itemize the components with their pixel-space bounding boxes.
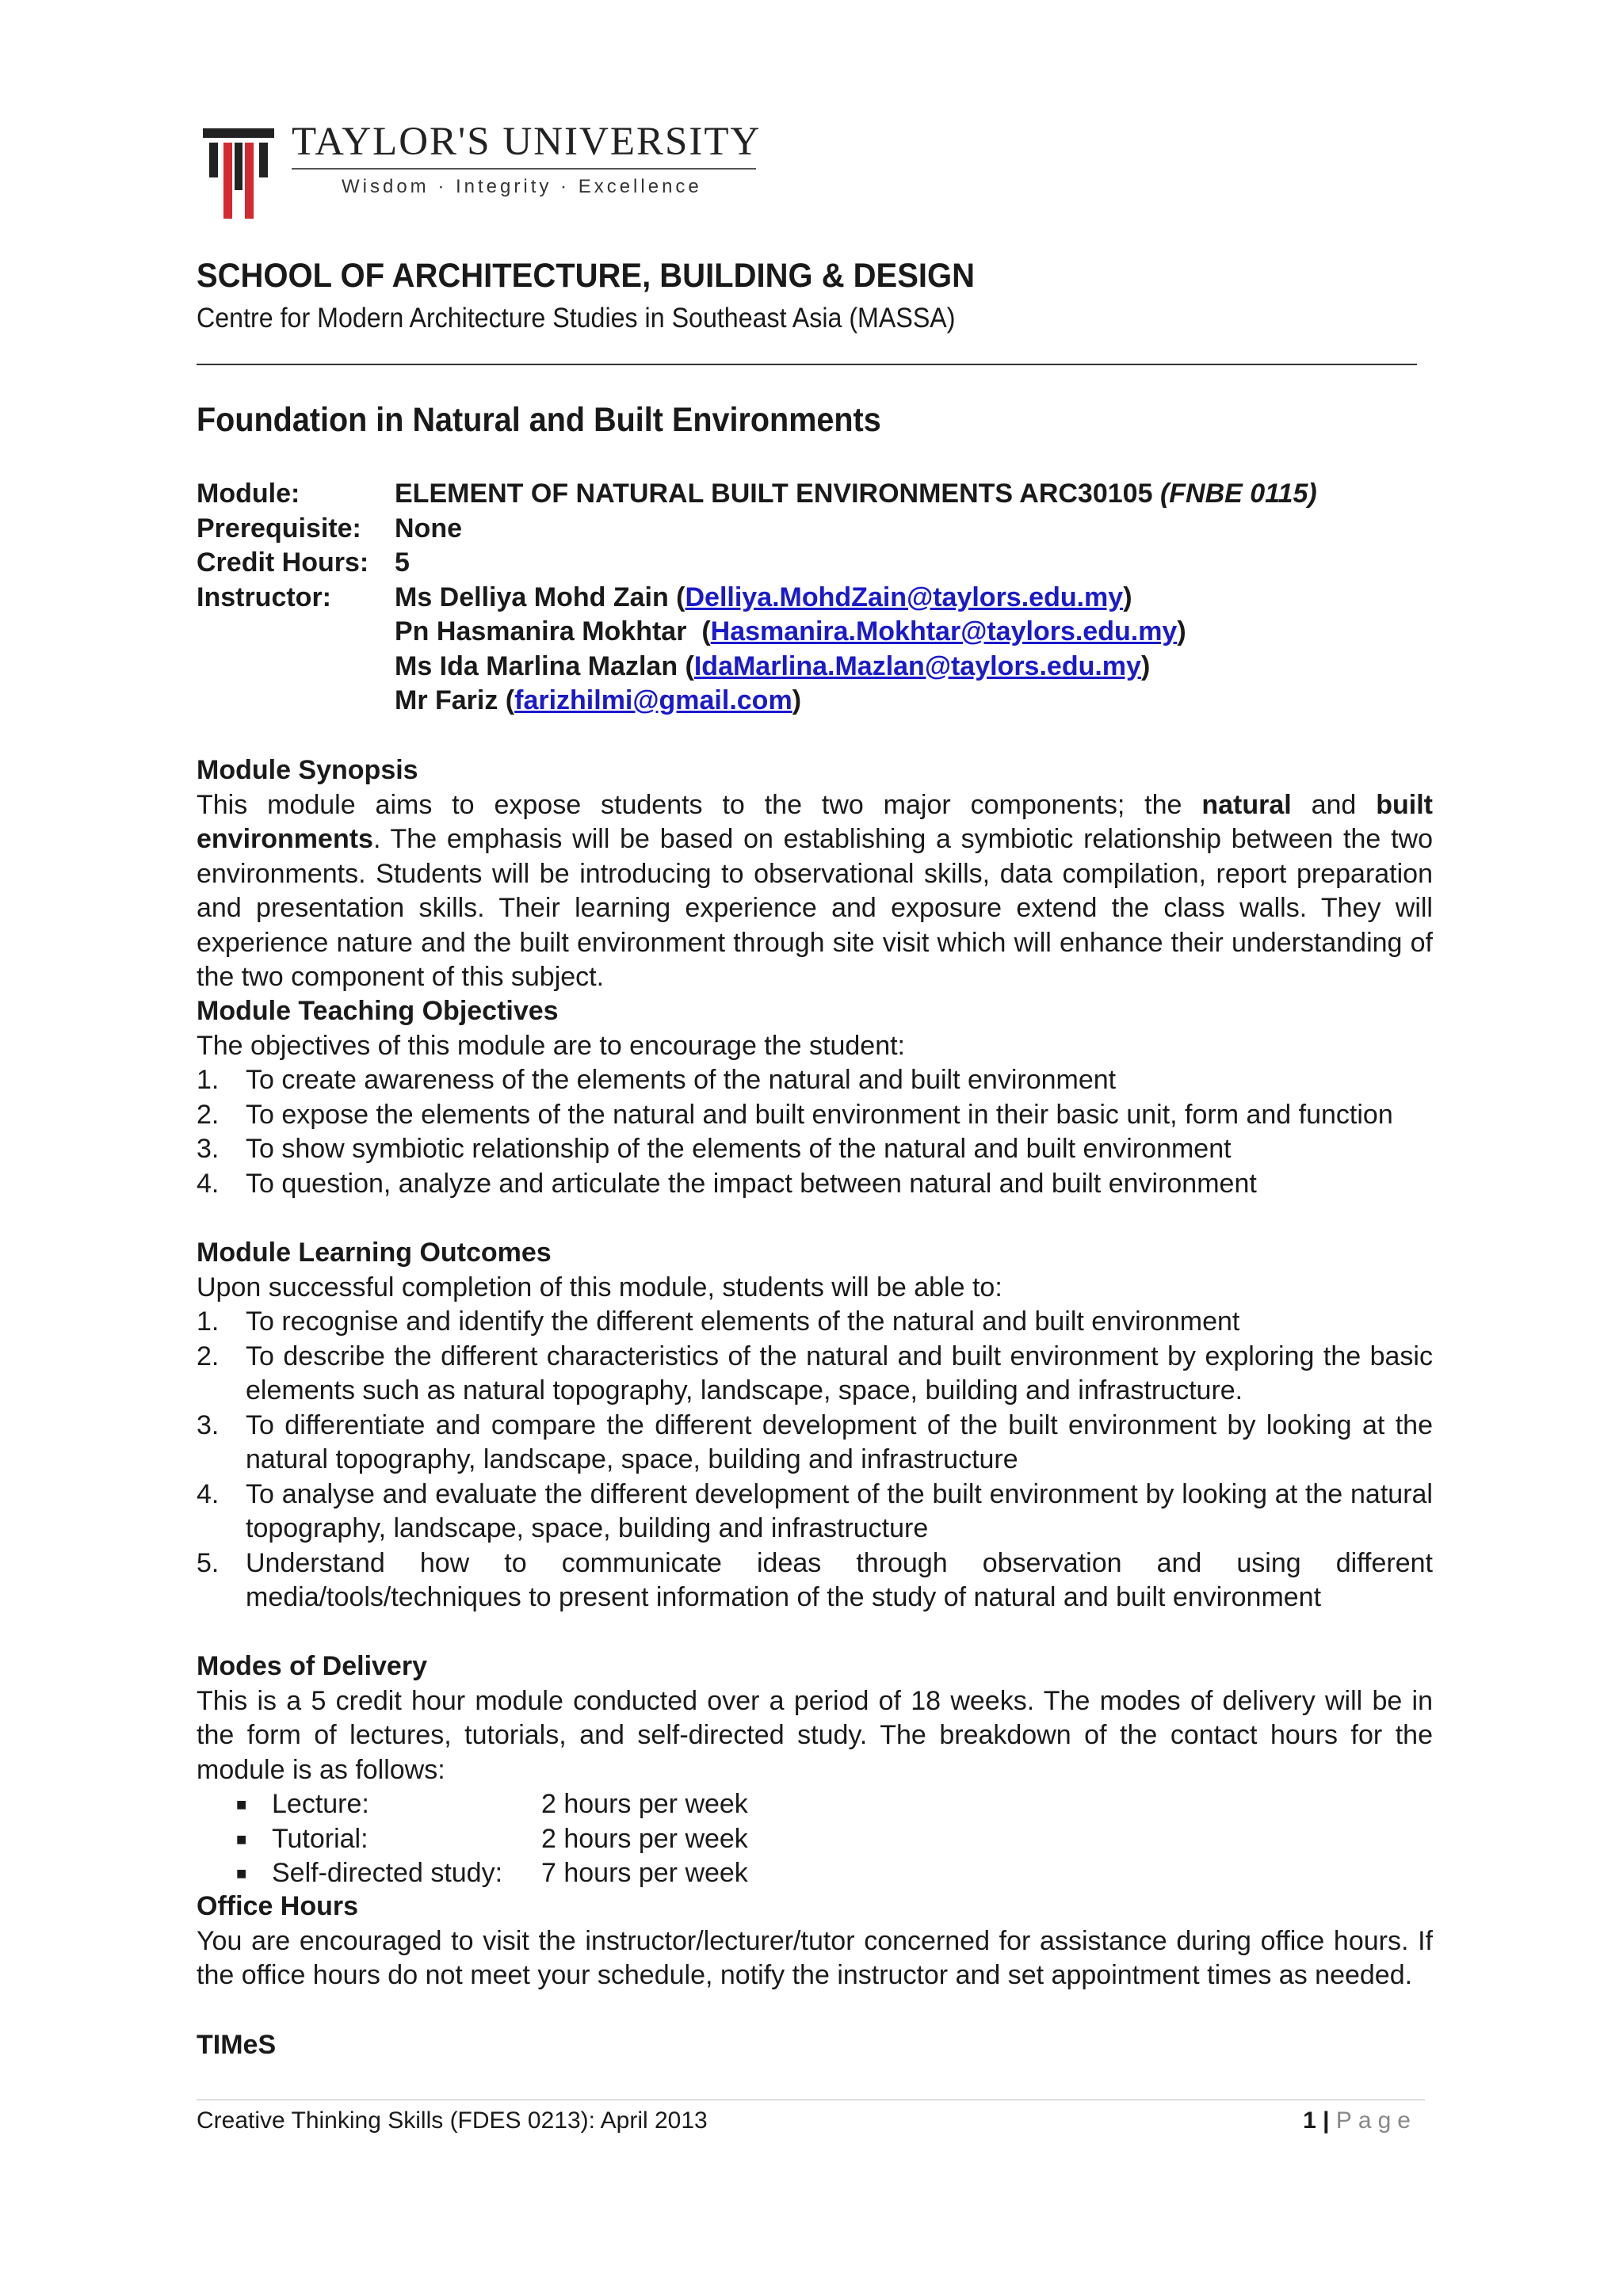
delivery-list [197, 1787, 1433, 1891]
list-item [197, 1787, 1433, 1822]
bullet-square-icon: ■ [236, 1794, 247, 1814]
credit-value: 5 [395, 547, 410, 578]
delivery-label: Tutorial: [272, 1823, 369, 1854]
list-item [197, 1822, 1433, 1857]
item-text: Understand how to communicate ideas through observation and using different media/tools/techniques to present information of the study of natural and built environment [246, 1547, 1433, 1612]
school-name: SCHOOL OF ARCHITECTURE, BUILDING & DESIGN [197, 257, 976, 295]
list-item [197, 1409, 1433, 1478]
synopsis-part: . The emphasis will be based on establishing a symbiotic relationship between the two environments. Students will be introducing to observational skills, data compilation, report preparation and presentation skills. Their learning experience and exposure extend the class walls. They will experience nature and the built environment through site visit which will enhance their understanding of the two component of this subject. [197, 824, 1433, 992]
office-hours-heading: Office Hours [197, 1891, 359, 1921]
outcomes-list [197, 1305, 1433, 1615]
item-number: 2. [197, 1099, 220, 1130]
objectives-heading: Module Teaching Objectives [197, 996, 559, 1026]
list-item [197, 1305, 1433, 1340]
bullet-square-icon: ■ [236, 1829, 247, 1849]
item-text: To differentiate and compare the different development of the built environment by looking at the natural topography, landscape, space, building and infrastructure [246, 1409, 1433, 1474]
instructor-label: Instructor: [197, 582, 331, 612]
instructor-row [197, 615, 1433, 650]
instructor-entry [395, 615, 1186, 650]
instructor-entry [395, 581, 1132, 616]
module-label: Module: [197, 479, 300, 509]
prerequisite-value: None [395, 513, 462, 543]
item-number: 5. [197, 1547, 220, 1578]
list-item [197, 1167, 1433, 1202]
item-number: 3. [197, 1409, 220, 1440]
item-text: To create awareness of the elements of the natural and built environment [246, 1065, 1117, 1095]
list-item [197, 1098, 1433, 1133]
instructor-close: ) [1140, 650, 1151, 681]
item-text: To expose the elements of the natural and built environment in their basic unit, form and function [246, 1099, 1393, 1130]
page-number: 1 [1303, 2107, 1316, 2134]
university-logo [203, 119, 766, 222]
instructor-close: ) [1177, 616, 1186, 646]
module-code: (FNBE 0115) [1159, 479, 1317, 509]
page-word: Page [1335, 2107, 1417, 2134]
instructor-email-link[interactable]: farizhilmi@gmail.com [514, 685, 792, 715]
instructor-name: Mr Fariz ( [395, 685, 515, 715]
list-item [197, 1063, 1433, 1098]
list-item [197, 1478, 1433, 1547]
outcomes-heading: Module Learning Outcomes [197, 1238, 552, 1268]
module-info [197, 477, 1433, 719]
delivery-label: Lecture: [272, 1789, 369, 1819]
item-text: To recognise and identify the different elements of the natural and built environment [246, 1306, 1240, 1337]
page-separator: | [1316, 2107, 1336, 2134]
instructor-email-link[interactable]: IdaMarlina.Mazlan@taylors.edu.my [693, 650, 1141, 681]
delivery-value: 2 hours per week [541, 1789, 748, 1819]
programme-title: Foundation in Natural and Built Environments [197, 401, 881, 439]
module-name: ELEMENT OF NATURAL BUILT ENVIRONMENTS ARC30105 [395, 479, 1153, 509]
delivery-label: Self-directed study: [272, 1858, 503, 1888]
item-text: To analyse and evaluate the different development of the built environment by looking at the natural topography, landscape, space, building and infrastructure [246, 1478, 1433, 1543]
instructor-name: Pn Hasmanira Mokhtar ( [395, 616, 711, 646]
outcomes-intro: Upon successful completion of this module, students will be able to: [197, 1272, 1002, 1302]
synopsis-bold: natural [1201, 789, 1292, 820]
item-text: To question, analyze and articulate the impact between natural and built environment [246, 1168, 1257, 1199]
item-number: 4. [197, 1478, 220, 1509]
objectives-list [197, 1063, 1433, 1201]
instructor-entry [395, 650, 1150, 685]
office-hours-section [197, 1890, 1433, 1993]
delivery-intro: This is a 5 credit hour module conducted over a period of 18 weeks. The modes of delivery will be in the form of lectures, tutorials, and self-directed study. The breakdown of the contact hours for the module is as follows: [197, 1685, 1433, 1785]
instructor-name: Ms Ida Marlina Mazlan ( [395, 650, 694, 681]
outcomes-section [197, 1236, 1433, 1615]
times-section [197, 2028, 1433, 2063]
objectives-section [197, 994, 1433, 1201]
bullet-square-icon: ■ [236, 1863, 247, 1883]
item-number: 2. [197, 1341, 220, 1371]
credit-row [197, 546, 1433, 581]
item-number: 1. [197, 1065, 220, 1095]
list-item [197, 1856, 1433, 1891]
instructor-email-link[interactable]: Delliya.MohdZain@taylors.edu.my [685, 582, 1124, 612]
instructor-close: ) [1123, 582, 1132, 612]
delivery-heading: Modes of Delivery [197, 1651, 427, 1681]
synopsis-part: and [1291, 789, 1377, 820]
item-number: 3. [197, 1134, 220, 1164]
instructor-row [197, 581, 1433, 616]
page-footer [1303, 2107, 1417, 2134]
delivery-section [197, 1650, 1433, 1891]
instructor-row [197, 684, 1433, 719]
prerequisite-row [197, 512, 1433, 547]
item-number: 4. [197, 1168, 220, 1199]
item-number: 1. [197, 1306, 220, 1337]
instructor-row [197, 650, 1433, 685]
instructor-name: Ms Delliya Mohd Zain ( [395, 582, 685, 612]
university-crest-icon [203, 125, 274, 219]
item-text: To show symbiotic relationship of the elements of the natural and built environment [246, 1134, 1232, 1164]
synopsis-heading: Module Synopsis [197, 755, 418, 785]
instructor-email-link[interactable]: Hasmanira.Mokhtar@taylors.edu.my [710, 616, 1178, 646]
office-hours-text: You are encouraged to visit the instructor/lecturer/tutor concerned for assistance during office hours. If the office hours do not meet your schedule, notify the instructor and set appointment times as needed. [197, 1925, 1433, 1990]
synopsis-section [197, 753, 1433, 995]
header-divider [197, 364, 1417, 365]
centre-name: Centre for Modern Architecture Studies in Southeast Asia (MASSA) [197, 303, 956, 334]
objectives-intro: The objectives of this module are to encourage the student: [197, 1030, 905, 1061]
credit-label: Credit Hours: [197, 547, 369, 578]
module-value [395, 477, 1317, 512]
instructor-entry [395, 684, 801, 719]
footer-course: Creative Thinking Skills (FDES 0213): April 2013 [197, 2107, 708, 2134]
times-heading: TIMeS [197, 2030, 277, 2060]
instructor-close: ) [792, 685, 802, 715]
synopsis-bold: built environments [197, 789, 1433, 854]
university-name: TAYLOR'S UNIVERSITY [292, 120, 762, 164]
synopsis-text [197, 788, 1433, 995]
prerequisite-label: Prerequisite: [197, 513, 361, 543]
logo-divider [292, 168, 756, 170]
item-text: To describe the different characteristics of the natural and built environment by exploring the basic elements such as natural topography, landscape, space, building and infrastructure. [246, 1341, 1433, 1405]
university-tagline: Wisdom · Integrity · Excellence [342, 176, 702, 197]
delivery-value: 7 hours per week [541, 1858, 748, 1888]
list-item [197, 1340, 1433, 1409]
list-item [197, 1547, 1433, 1615]
module-row [197, 477, 1433, 512]
delivery-value: 2 hours per week [541, 1823, 748, 1854]
list-item [197, 1132, 1433, 1167]
synopsis-part: This module aims to expose students to the two major components; the [197, 789, 1202, 820]
